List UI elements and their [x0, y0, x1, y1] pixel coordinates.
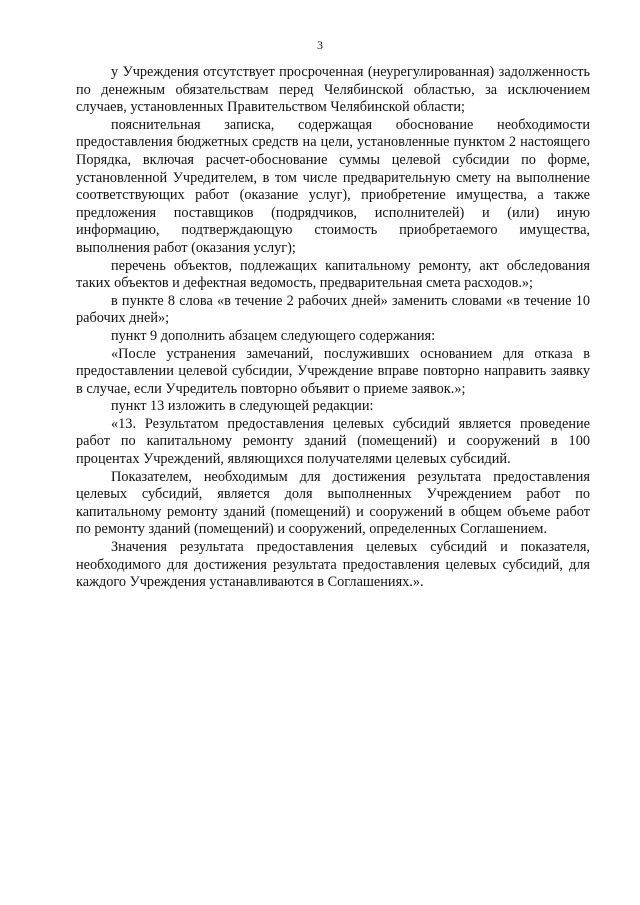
paragraph-point-9: пункт 9 дополнить абзацем следующего содержания:	[111, 327, 436, 344]
paragraph-no-debt: у Учреждения отсутствует просроченная (неурегулированная) задолженность по денежным обязательствам перед Челябинской областью, за исключением случаев, установленных Правительством Челябинской области;	[76, 64, 590, 116]
page-number: 3	[317, 38, 323, 52]
paragraph-values: Значения результата предоставления целевых субсидий и показателя, необходимого для достижения результата предоставления целевых субсидий, для каждого Учреждения устанавливаются в Соглашениях.».	[76, 539, 590, 591]
paragraph-indicator: Показателем, необходимым для достижения результата предоставления целевых субсидий, является доля выполненных Учреждением работ по капитальному ремонту зданий (помещений) и сооружений в общем объеме работ по ремонту зданий (помещений) и сооружений, определенных Соглашением.	[76, 468, 590, 538]
paragraph-resubmission: «После устранения замечаний, послуживших основанием для отказа в предоставлении целевой субсидии, Учреждение вправе повторно направить заявку в случае, если Учредитель повторно объявит о приеме заявок.»;	[76, 345, 590, 397]
document-body	[76, 64, 590, 592]
paragraph-point-8: в пункте 8 слова «в течение 2 рабочих дней» заменить словами «в течение 10 рабочих дней»;	[76, 292, 590, 327]
paragraph-explanatory-note: пояснительная записка, содержащая обоснование необходимости предоставления бюджетных средств на цели, установленные пунктом 2 настоящего Порядка, включая расчет-обоснование суммы целевой субсидии по форме, установленной Учредителем, в том числе предварительную смету на выполнение соответствующих работ (оказание услуг), приобретение имущества, а также предложения поставщиков (подрядчиков, исполнителей) и (или) иную информацию, подтверждающую стоимость приобретаемого имущества, выполнения работ (оказания услуг);	[76, 116, 590, 256]
paragraph-result: «13. Результатом предоставления целевых субсидий является проведение работ по капитальному ремонту зданий (помещений) и сооружений в 100 процентах Учреждений, являющихся получателями целевых субсидий.	[76, 415, 590, 468]
paragraph-object-list: перечень объектов, подлежащих капитальному ремонту, акт обследования таких объектов и дефектная ведомость, предварительная смета расходов.»;	[76, 257, 590, 292]
paragraph-point-13: пункт 13 изложить в следующей редакции:	[111, 398, 374, 415]
